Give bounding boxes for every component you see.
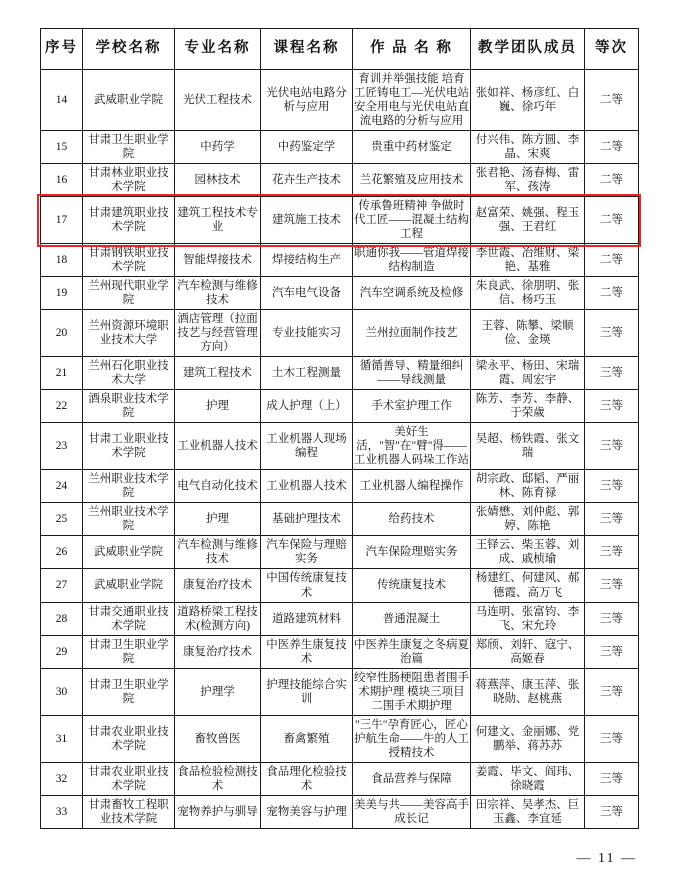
cell-rank: 三等 xyxy=(585,423,639,470)
table-row xyxy=(41,470,639,503)
cell-major-name: 建筑工程技术 xyxy=(175,357,261,390)
cell-school-name: 兰州现代职业学院 xyxy=(83,277,175,310)
cell-team-members: 陈芳、李芳、李静、于荣歲 xyxy=(471,390,585,423)
cell-team-members: 蒋燕萍、康玉萍、张晓勋、赵桃燕 xyxy=(471,668,585,715)
cell-serial-number: 18 xyxy=(41,244,83,277)
cell-rank: 三等 xyxy=(585,715,639,762)
cell-team-members: 朱良武、徐朋明、张信、杨巧玉 xyxy=(471,277,585,310)
cell-school-name: 兰州石化职业技术大学 xyxy=(83,357,175,390)
cell-team-members: 田宗祥、吴孝杰、巨玉鑫、李宜延 xyxy=(471,795,585,828)
cell-team-members: 郑颀、刘轩、寇宁、高姬春 xyxy=(471,635,585,668)
cell-major-name: 汽车检测与维修技术 xyxy=(175,536,261,569)
cell-course-name: 焊接结构生产 xyxy=(261,244,353,277)
cell-work-name: 传统康复技术 xyxy=(353,569,471,602)
cell-major-name: 建筑工程技术专业 xyxy=(175,197,261,244)
cell-course-name: 工业机器人现场编程 xyxy=(261,423,353,470)
cell-school-name: 甘肃畜牧工程职业技术学院 xyxy=(83,795,175,828)
cell-work-name: 给药技术 xyxy=(353,503,471,536)
cell-serial-number: 28 xyxy=(41,602,83,635)
cell-school-name: 武威职业学院 xyxy=(83,70,175,131)
cell-course-name: 畜禽繁殖 xyxy=(261,715,353,762)
cell-serial-number: 21 xyxy=(41,357,83,390)
table-row xyxy=(41,277,639,310)
cell-major-name: 护理学 xyxy=(175,668,261,715)
cell-serial-number: 23 xyxy=(41,423,83,470)
cell-major-name: 中药学 xyxy=(175,131,261,164)
cell-work-name: "三牛"孕育匠心，匠心护航生命——牛的人工授精技术 xyxy=(353,715,471,762)
cell-course-name: 基础护理技术 xyxy=(261,503,353,536)
cell-rank: 三等 xyxy=(585,795,639,828)
cell-team-members: 吴超、杨铁霞、张文瑞 xyxy=(471,423,585,470)
page-number: — 11 — xyxy=(576,851,637,866)
cell-course-name: 中药鉴定学 xyxy=(261,131,353,164)
cell-serial-number: 17 xyxy=(41,197,83,244)
cell-rank: 三等 xyxy=(585,503,639,536)
cell-major-name: 酒店管理（拉面技艺与经营管理方向） xyxy=(175,310,261,357)
cell-course-name: 汽车电气设备 xyxy=(261,277,353,310)
cell-serial-number: 14 xyxy=(41,70,83,131)
cell-school-name: 甘肃卫生职业学院 xyxy=(83,131,175,164)
cell-work-name: 工业机器人编程操作 xyxy=(353,470,471,503)
column-header-no: 序号 xyxy=(41,29,83,70)
cell-course-name: 土木工程测量 xyxy=(261,357,353,390)
table-row xyxy=(41,310,639,357)
table-row xyxy=(41,715,639,762)
cell-team-members: 何建文、金丽娜、党鹏举、蒋苏苏 xyxy=(471,715,585,762)
cell-serial-number: 29 xyxy=(41,635,83,668)
cell-serial-number: 20 xyxy=(41,310,83,357)
table-row xyxy=(41,70,639,131)
cell-course-name: 中国传统康复技术 xyxy=(261,569,353,602)
cell-work-name: 贵重中药材鉴定 xyxy=(353,131,471,164)
cell-team-members: 付兴伟、陈方圆、李晶、宋爽 xyxy=(471,131,585,164)
cell-major-name: 康复治疗技术 xyxy=(175,635,261,668)
cell-serial-number: 22 xyxy=(41,390,83,423)
cell-work-name: 汽车保险理赔实务 xyxy=(353,536,471,569)
cell-rank: 三等 xyxy=(585,536,639,569)
column-header-school: 学校名称 xyxy=(83,29,175,70)
cell-school-name: 兰州职业技术学院 xyxy=(83,470,175,503)
cell-major-name: 道路桥梁工程技术(检测方向) xyxy=(175,602,261,635)
cell-rank: 二等 xyxy=(585,277,639,310)
table-row xyxy=(41,569,639,602)
cell-major-name: 光伏工程技术 xyxy=(175,70,261,131)
cell-major-name: 汽车检测与维修技术 xyxy=(175,277,261,310)
cell-serial-number: 27 xyxy=(41,569,83,602)
cell-school-name: 甘肃农业职业技术学院 xyxy=(83,762,175,795)
cell-school-name: 甘肃卫生职业学院 xyxy=(83,668,175,715)
cell-work-name: 美美与共——美容高手成长记 xyxy=(353,795,471,828)
cell-course-name: 宠物美容与护理 xyxy=(261,795,353,828)
cell-team-members: 马连明、张富钧、李飞、宋允玲 xyxy=(471,602,585,635)
cell-major-name: 护理 xyxy=(175,503,261,536)
cell-work-name: 传承鲁班精神 争做时代工匠——混凝土结构工程 xyxy=(353,197,471,244)
cell-course-name: 成人护理（上） xyxy=(261,390,353,423)
cell-rank: 三等 xyxy=(585,310,639,357)
cell-work-name: 食品营养与保障 xyxy=(353,762,471,795)
cell-course-name: 工业机器人技术 xyxy=(261,470,353,503)
table-row xyxy=(41,762,639,795)
table-row xyxy=(41,357,639,390)
cell-major-name: 康复治疗技术 xyxy=(175,569,261,602)
table-row xyxy=(41,795,639,828)
column-header-team: 教学团队成员 xyxy=(471,29,585,70)
cell-serial-number: 30 xyxy=(41,668,83,715)
cell-serial-number: 25 xyxy=(41,503,83,536)
cell-team-members: 胡宗政、邸韬、严丽林、陈育禄 xyxy=(471,470,585,503)
cell-rank: 三等 xyxy=(585,635,639,668)
cell-rank: 三等 xyxy=(585,390,639,423)
cell-school-name: 甘肃工业职业技术学院 xyxy=(83,423,175,470)
award-table xyxy=(40,28,639,829)
table-row xyxy=(41,390,639,423)
table-row xyxy=(41,423,639,470)
cell-work-name: 育训并举强技能 培育工匠铸电工—光伏电站安全用电与光伏电站直流电路的分析与应用 xyxy=(353,70,471,131)
cell-school-name: 甘肃建筑职业技术学院 xyxy=(83,197,175,244)
cell-course-name: 花卉生产技术 xyxy=(261,164,353,197)
cell-rank: 二等 xyxy=(585,164,639,197)
award-table-container xyxy=(40,28,638,829)
cell-team-members: 张如祥、杨彦红、白巍、徐巧年 xyxy=(471,70,585,131)
cell-work-name: 循循善导、精量细纠——导线测量 xyxy=(353,357,471,390)
table-row xyxy=(41,164,639,197)
cell-team-members: 王铎云、柴玉蓉、刘成、戚桢瑜 xyxy=(471,536,585,569)
cell-major-name: 电气自动化技术 xyxy=(175,470,261,503)
cell-team-members: 赵富荣、姚强、程玉强、王君红 xyxy=(471,197,585,244)
column-header-course: 课程名称 xyxy=(261,29,353,70)
cell-work-name: 普通混凝土 xyxy=(353,602,471,635)
cell-school-name: 酒泉职业技术学院 xyxy=(83,390,175,423)
cell-course-name: 建筑施工技术 xyxy=(261,197,353,244)
cell-school-name: 甘肃农业职业技术学院 xyxy=(83,715,175,762)
cell-rank: 二等 xyxy=(585,131,639,164)
cell-course-name: 汽车保险与理赔实务 xyxy=(261,536,353,569)
cell-serial-number: 32 xyxy=(41,762,83,795)
cell-rank: 三等 xyxy=(585,470,639,503)
cell-course-name: 专业技能实习 xyxy=(261,310,353,357)
cell-work-name: 兰州拉面制作技艺 xyxy=(353,310,471,357)
cell-team-members: 王蓉、陈攀、梁顺俭、金瑛 xyxy=(471,310,585,357)
table-row xyxy=(41,602,639,635)
column-header-major: 专业名称 xyxy=(175,29,261,70)
table-row xyxy=(41,197,639,244)
cell-major-name: 园林技术 xyxy=(175,164,261,197)
cell-major-name: 护理 xyxy=(175,390,261,423)
column-header-work: 作 品 名 称 xyxy=(353,29,471,70)
cell-major-name: 智能焊接技术 xyxy=(175,244,261,277)
column-header-rank: 等次 xyxy=(585,29,639,70)
cell-course-name: 护理技能综合实训 xyxy=(261,668,353,715)
cell-work-name: 兰花繁殖及应用技术 xyxy=(353,164,471,197)
cell-major-name: 食品检验检测技术 xyxy=(175,762,261,795)
table-header xyxy=(41,29,639,70)
cell-team-members: 李世霞、冶维财、梁艳、基雅 xyxy=(471,244,585,277)
cell-team-members: 张婧懋、刘仲彪、郭婷、陈艳 xyxy=(471,503,585,536)
cell-school-name: 甘肃钢铁职业技术学院 xyxy=(83,244,175,277)
cell-work-name: 手术室护理工作 xyxy=(353,390,471,423)
cell-school-name: 武威职业学院 xyxy=(83,536,175,569)
table-row xyxy=(41,244,639,277)
cell-school-name: 甘肃林业职业技术学院 xyxy=(83,164,175,197)
cell-rank: 二等 xyxy=(585,70,639,131)
table-header-row xyxy=(41,29,639,70)
cell-school-name: 武威职业学院 xyxy=(83,569,175,602)
cell-rank: 三等 xyxy=(585,668,639,715)
cell-rank: 二等 xyxy=(585,244,639,277)
cell-rank: 三等 xyxy=(585,569,639,602)
cell-serial-number: 15 xyxy=(41,131,83,164)
cell-serial-number: 16 xyxy=(41,164,83,197)
cell-serial-number: 24 xyxy=(41,470,83,503)
cell-major-name: 宠物养护与驯导 xyxy=(175,795,261,828)
cell-work-name: 汽车空调系统及检修 xyxy=(353,277,471,310)
cell-team-members: 姜霞、毕文、阎玮、徐晓霞 xyxy=(471,762,585,795)
cell-rank: 二等 xyxy=(585,197,639,244)
table-row xyxy=(41,503,639,536)
cell-school-name: 甘肃卫生职业学院 xyxy=(83,635,175,668)
cell-work-name: 美好生活，"智"在"臂"得——工业机器人码垛工作站 xyxy=(353,423,471,470)
table-row xyxy=(41,635,639,668)
cell-team-members: 张君艳、汤春梅、雷军、孩涛 xyxy=(471,164,585,197)
cell-course-name: 中医养生康复技术 xyxy=(261,635,353,668)
cell-serial-number: 33 xyxy=(41,795,83,828)
cell-work-name: 绞窄性肠梗阻患者围手术期护理 模块三项目二围手术期护理 xyxy=(353,668,471,715)
cell-course-name: 食品理化检验技术 xyxy=(261,762,353,795)
cell-team-members: 梁永平、杨田、宋瑞霞、周宏宇 xyxy=(471,357,585,390)
cell-serial-number: 26 xyxy=(41,536,83,569)
table-row xyxy=(41,668,639,715)
cell-serial-number: 31 xyxy=(41,715,83,762)
cell-work-name: 职通你我——管道焊接结构制造 xyxy=(353,244,471,277)
cell-major-name: 工业机器人技术 xyxy=(175,423,261,470)
cell-rank: 三等 xyxy=(585,602,639,635)
cell-course-name: 道路建筑材料 xyxy=(261,602,353,635)
cell-team-members: 杨建红、何建风、郝德霞、高万飞 xyxy=(471,569,585,602)
cell-rank: 三等 xyxy=(585,357,639,390)
cell-school-name: 兰州资源环境职业技术大学 xyxy=(83,310,175,357)
cell-school-name: 兰州职业技术学院 xyxy=(83,503,175,536)
cell-serial-number: 19 xyxy=(41,277,83,310)
cell-work-name: 中医养生康复之冬病夏治篇 xyxy=(353,635,471,668)
cell-major-name: 畜牧兽医 xyxy=(175,715,261,762)
cell-school-name: 甘肃交通职业技术学院 xyxy=(83,602,175,635)
cell-rank: 三等 xyxy=(585,762,639,795)
cell-course-name: 光伏电站电路分析与应用 xyxy=(261,70,353,131)
table-row xyxy=(41,131,639,164)
table-body xyxy=(41,70,639,829)
table-row xyxy=(41,536,639,569)
